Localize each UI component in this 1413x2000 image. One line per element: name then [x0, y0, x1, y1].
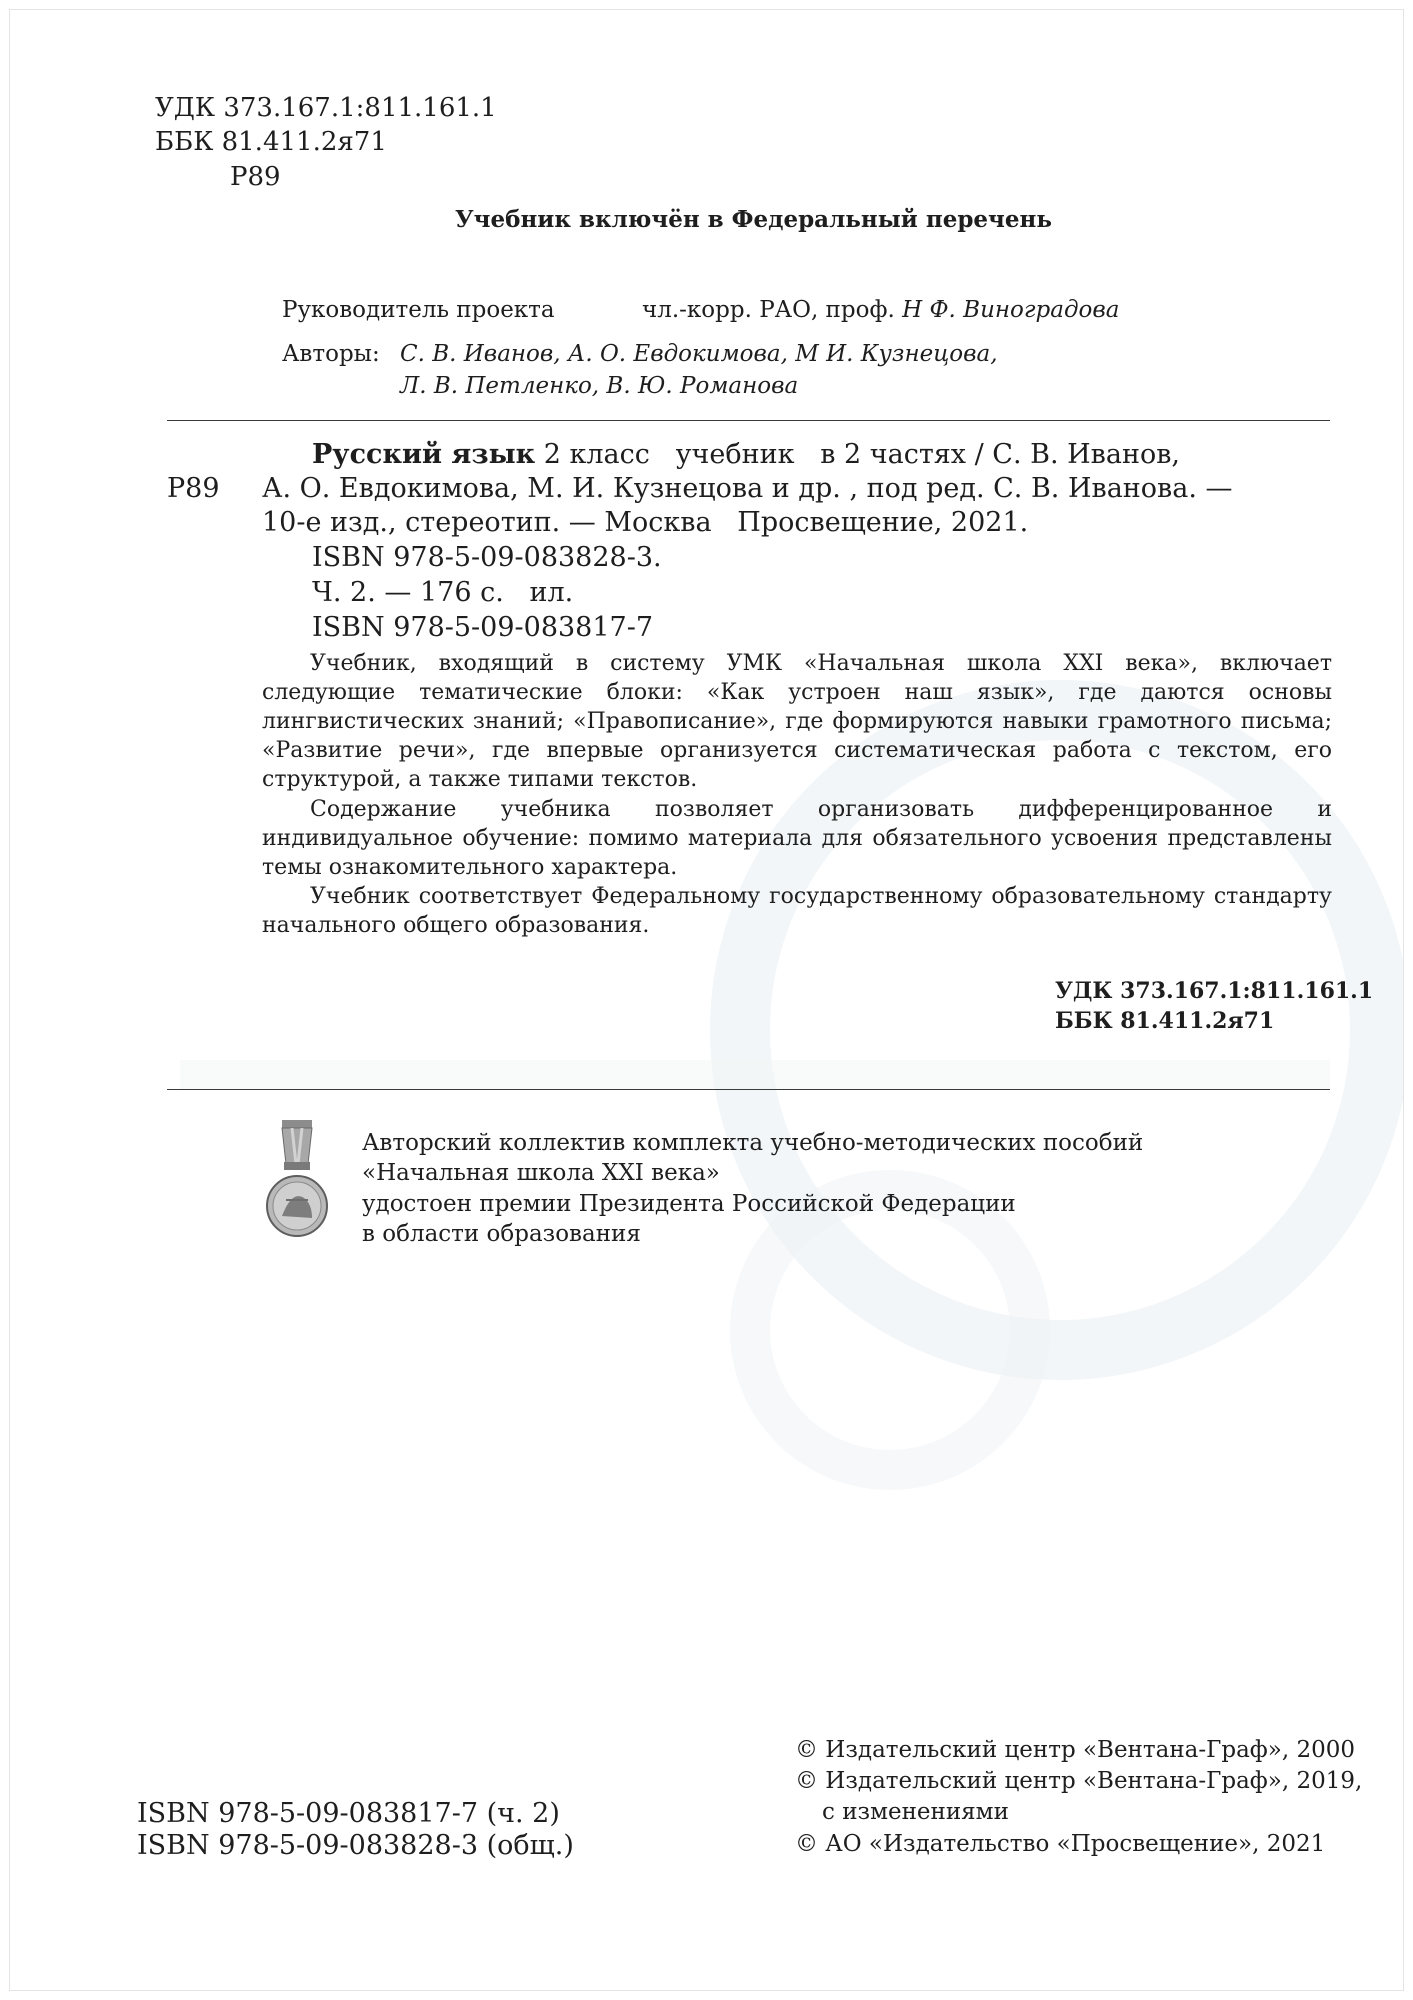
annotation-paragraph-3: Учебник соответствует Федеральному государственному образовательному стандарту начального общего образования. — [262, 884, 1332, 938]
catalog-udk-footer: УДК 373.167.1:811.161.1 — [1055, 978, 1374, 1004]
copyright-line-1: © Издательский центр «Вентана-Граф», 2000 — [795, 1737, 1356, 1763]
catalog-author-mark: Р89 — [167, 473, 220, 504]
bottom-divider — [167, 1089, 1330, 1090]
federal-list-notice: Учебник включён в Федеральный перечень — [455, 206, 1052, 233]
catalog-line-2: А. О. Евдокимова, М. И. Кузнецова и др. , под ред. С. В. Иванова. — — [262, 473, 1233, 504]
award-line-3: удостоен премии Президента Российской Федерации — [362, 1191, 1016, 1217]
award-line-4: в области образования — [362, 1221, 641, 1247]
catalog-line-3: 10-е изд., стереотип. — Москва Просвещение, 2021. — [262, 507, 1029, 538]
bbk-header: ББК 81.411.2я71 — [155, 127, 387, 157]
authors-line-1: С. В. Иванов, А. О. Евдокимова, М И. Кузнецова, — [400, 341, 998, 367]
annotation-paragraph-1: Учебник, входящий в систему УМК «Начальная школа XXI века», включает следующие тематические блоки: «Как устроен наш язык», где даются основы лингвистических знаний; «Правописание», где формируются навыки грамотного письма; «Развитие речи», где впервые организуется систематическая работа с текстом, его структурой, а также типами текстов. — [262, 651, 1332, 792]
catalog-isbn-part: ISBN 978-5-09-083817-7 — [312, 612, 654, 643]
catalog-bbk-footer: ББК 81.411.2я71 — [1055, 1008, 1275, 1034]
copyright-line-2: © Издательский центр «Вентана-Граф», 2019, — [795, 1768, 1363, 1794]
project-lead-label: Руководитель проекта — [282, 297, 555, 323]
award-line-1: Авторский коллектив комплекта учебно-методических пособий — [362, 1130, 1144, 1156]
top-divider — [167, 420, 1330, 421]
page — [10, 10, 1403, 1990]
book-title: Русский язык — [312, 439, 536, 470]
catalog-line-1-rest: 2 класс учебник в 2 частях / С. В. Иванов, — [543, 439, 1181, 470]
presidential-award-medal-icon — [262, 1118, 332, 1252]
author-mark-header: Р89 — [230, 162, 281, 192]
authors-label: Авторы: — [282, 341, 380, 367]
award-line-2: «Начальная школа XXI века» — [362, 1160, 720, 1186]
copyright-line-4: © АО «Издательство «Просвещение», 2021 — [795, 1831, 1326, 1857]
annotation-paragraph-2: Содержание учебника позволяет организовать дифференцированное и индивидуальное обучение: помимо материала для обязательного усвоения представлены темы ознакомительного характера. — [262, 797, 1332, 880]
copyright-line-3: с изменениями — [822, 1799, 1009, 1825]
udk-header: УДК 373.167.1:811.161.1 — [155, 93, 497, 123]
isbn-part-2: ISBN 978-5-09-083817-7 (ч. 2) — [137, 1798, 560, 1829]
project-lead-title: чл.-корр. РАО, проф. — [642, 297, 895, 323]
project-lead-name: Н Ф. Виноградова — [902, 297, 1120, 323]
catalog-part-info: Ч. 2. — 176 с. ил. — [312, 577, 574, 608]
project-lead-value — [642, 296, 1119, 325]
catalog-line-1 — [312, 439, 1180, 471]
catalog-isbn-general: ISBN 978-5-09-083828-3. — [312, 542, 662, 573]
isbn-general: ISBN 978-5-09-083828-3 (общ.) — [137, 1830, 574, 1861]
authors-line-2: Л. В. Петленко, В. Ю. Романова — [400, 373, 799, 399]
